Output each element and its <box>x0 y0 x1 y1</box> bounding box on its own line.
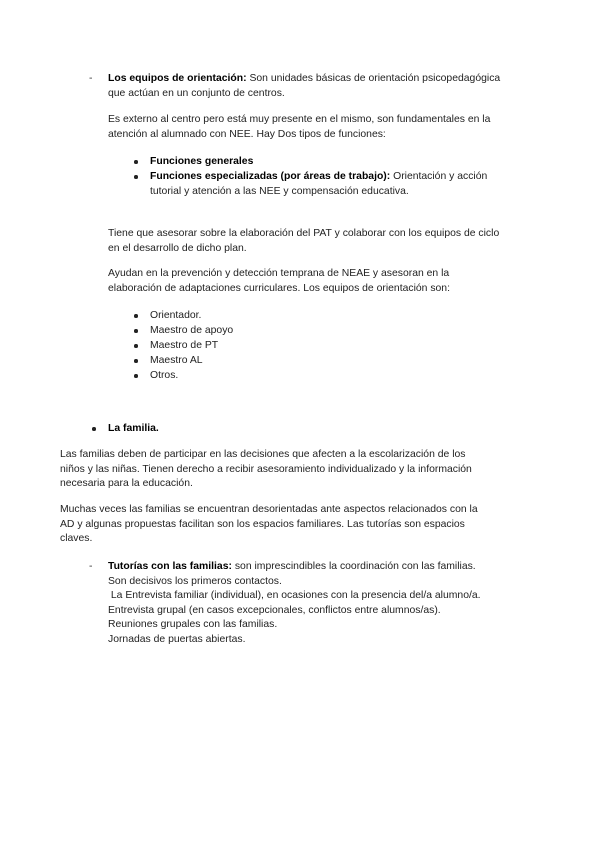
equipos-intro-line2: que actúan en un conjunto de centros. <box>108 87 285 99</box>
member-item: Maestro de PT <box>150 340 219 351</box>
dash-marker: - <box>89 561 93 572</box>
tutorias-title: Tutorías con las familias: <box>108 561 232 572</box>
tutorias-line: Son decisivos los primeros contactos. <box>108 575 282 587</box>
function-item: Funciones generales <box>150 156 254 167</box>
equipos-paragraph-2: Tiene que asesorar sobre la elaboración del PAT y colaborar con los equipos de ciclo en el desarrollo de dicho plan. <box>108 228 500 254</box>
familia-paragraph-1: Las familias deben de participar en las decisiones que afecten a la escolarización de los niños y las niñas. Tienen derecho a recibir asesoramiento individualizado y la información necesaria para la educación. <box>60 449 472 490</box>
tutorias-line: La Entrevista familiar (individual), en ocasiones con la presencia del/a alumno/a. <box>108 590 481 602</box>
tutorias-block: Tutorías con las familias: son imprescindibles la coordinación con las familias. Son decisivos los primeros contactos. La Entrevista familiar (individual), en ocasiones con la presencia del/a alumno/a. Entrevista grupal (en casos excepcionales, conflictos entre alumnos/as). Reuniones grupales con las familias. Jornadas de puertas abiertas. <box>0 560 600 648</box>
equipos-intro <box>0 72 600 101</box>
member-item: Orientador. <box>150 310 202 321</box>
equipos-title: Los equipos de orientación: <box>108 73 247 84</box>
member-item: Maestro de apoyo <box>150 325 234 336</box>
equipos-intro-line1: Son unidades básicas de orientación psicopedagógica <box>249 73 501 84</box>
function-item: Funciones especializadas (por áreas de trabajo): Orientación y acción tutorial y atención a las NEE y compensación educativa. <box>150 171 488 197</box>
equipos-paragraph-3: Ayudan en la prevención y detección temprana de NEAE y asesoran en la elaboración de adaptaciones curriculares. Los equipos de orientación son: <box>108 268 450 294</box>
member-item: Maestro AL <box>150 355 203 366</box>
familia-paragraph-2: Muchas veces las familias se encuentran desorientadas ante aspectos relacionados con la AD y algunas propuestas facilitan son los espacios familiares. Las tutorías son espacios claves. <box>60 504 478 545</box>
dash-marker: - <box>89 73 93 84</box>
equipos-paragraph-1: Es externo al centro pero está muy presente en el mismo, son fundamentales en la atención al alumnado con NEE. Hay Dos tipos de funciones: <box>108 114 491 140</box>
familia-heading: La familia. <box>108 423 159 434</box>
member-item: Otros. <box>150 370 179 381</box>
tutorias-line: Jornadas de puertas abiertas. <box>108 633 246 645</box>
tutorias-line: Entrevista grupal (en casos excepcionales, conflictos entre alumnos/as). <box>108 604 441 616</box>
tutorias-line: Reuniones grupales con las familias. <box>108 619 278 631</box>
